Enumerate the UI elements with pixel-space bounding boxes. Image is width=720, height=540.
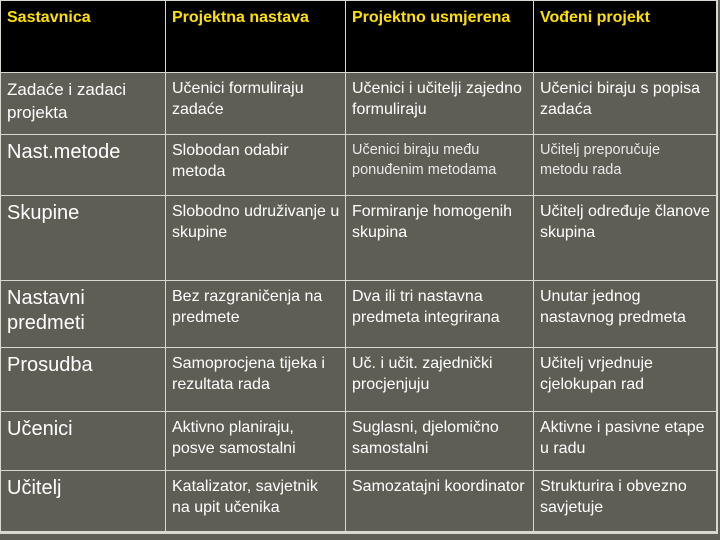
header-cell-guided-project: Vođeni projekt [534,1,717,73]
table-cell: Dva ili tri nastavna predmeta integrirana [346,280,534,348]
table-row [1,135,717,196]
table-cell: Formiranje homogenih skupina [346,196,534,280]
header-cell-project-oriented: Projektno usmjerena [346,1,534,73]
table-row [1,470,717,531]
table-cell: Slobodan odabir metoda [166,135,346,196]
table-cell: Učitelj određuje članove skupina [534,196,717,280]
table-cell: Slobodno udruživanje u skupine [166,196,346,280]
row-label: Učenici [1,411,166,470]
row-label: Nastavni predmeti [1,280,166,348]
table-cell: Samozatajni koordinator [346,470,534,531]
table-header-row [1,1,717,73]
table-cell: Aktivne i pasivne etape u radu [534,411,717,470]
table-cell: Učenici i učitelji zajedno formuliraju [346,72,534,134]
table-cell: Učitelj preporučuje metodu rada [534,135,717,196]
row-label: Prosudba [1,348,166,411]
table-cell: Učenici biraju među ponuđenim metodama [346,135,534,196]
table-cell: Unutar jednog nastavnog predmeta [534,280,717,348]
row-label: Skupine [1,196,166,280]
table-row [1,411,717,470]
header-cell-project-teaching: Projektna nastava [166,1,346,73]
table-cell: Uč. i učit. zajednički procjenjuju [346,348,534,411]
table-cell: Katalizator, savjetnik na upit učenika [166,470,346,531]
table-cell: Učitelj vrjednuje cjelokupan rad [534,348,717,411]
row-label: Nast.metode [1,135,166,196]
table-cell: Bez razgraničenja na predmete [166,280,346,348]
table-row [1,72,717,134]
table-cell: Učenici biraju s popisa zadaća [534,72,717,134]
table-cell: Suglasni, djelomično samostalni [346,411,534,470]
table-row [1,280,717,348]
table-row [1,348,717,411]
table-cell: Samoprocjena tijeka i rezultata rada [166,348,346,411]
table-cell: Učenici formuliraju zadaće [166,72,346,134]
row-label: Učitelj [1,470,166,531]
table-cell: Strukturira i obvezno savjetuje [534,470,717,531]
table-row [1,196,717,280]
table-cell: Aktivno planiraju, posve samostalni [166,411,346,470]
header-cell-component: Sastavnica [1,1,166,73]
row-label: Zadaće i zadaci projekta [1,72,166,134]
